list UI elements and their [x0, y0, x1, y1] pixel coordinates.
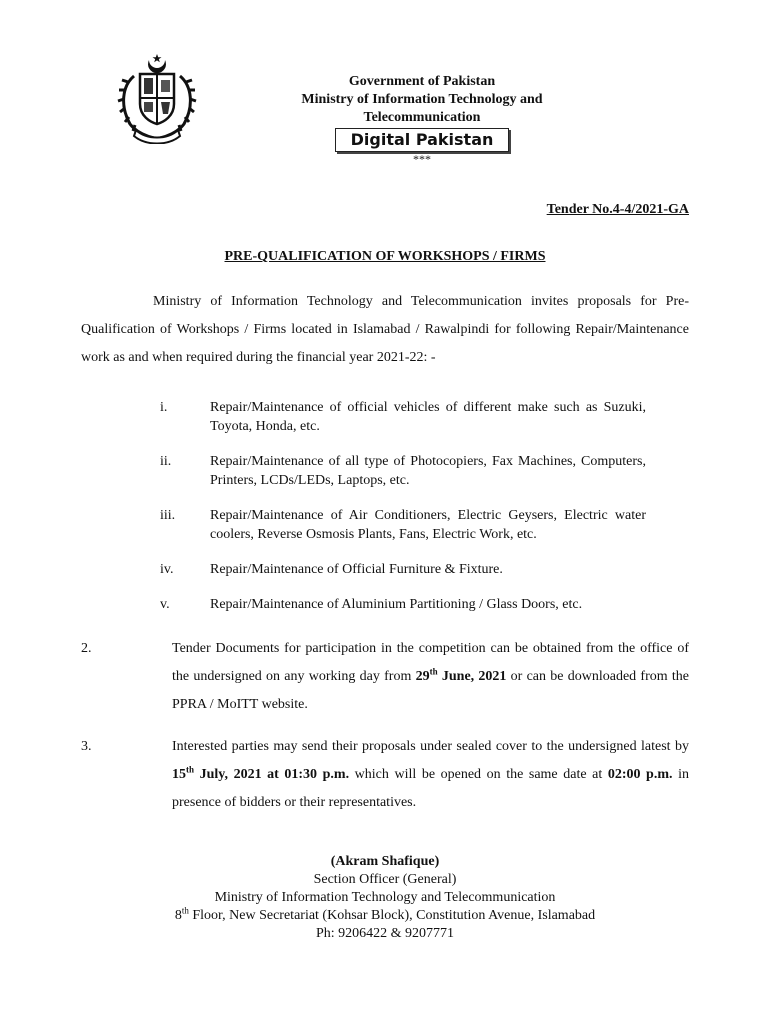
government-line: Government of Pakistan	[348, 74, 496, 89]
signature-block	[0, 853, 770, 943]
tender-number: Tender No.4-4/2021-GA	[546, 202, 689, 217]
digital-pakistan-box: Digital Pakistan	[335, 128, 509, 152]
document-title: PRE-QUALIFICATION OF WORKSHOPS / FIRMS	[224, 249, 546, 264]
intro-paragraph: Ministry of Information Technology and Telecommunication invites proposals for Pre-Qualification of Workshops / Firms located in Islamabad / Rawalpindi for following Repair/Maintenance work as and when required during the financial year 2021-22: -	[81, 294, 689, 365]
paragraph-text: Interested parties may send their proposals under sealed cover to the undersigned latest by	[172, 739, 689, 754]
item-number: iv.	[160, 562, 174, 577]
signatory-name: (Akram Shafique)	[330, 854, 440, 869]
download-date: 29th June, 2021	[415, 666, 507, 684]
paragraph-number: 3.	[81, 739, 92, 754]
letterhead	[262, 73, 582, 127]
signatory-address: 8th Floor, New Secretariat (Kohsar Block), Constitution Avenue, Islamabad	[174, 905, 596, 923]
paragraph-number: 2.	[81, 641, 92, 656]
signatory-ministry: Ministry of Information Technology and Telecommunication	[214, 890, 556, 905]
ministry-line-2: Telecommunication	[363, 110, 481, 125]
item-number: ii.	[160, 454, 172, 469]
ministry-line: Ministry of Information Technology and	[301, 92, 543, 107]
paragraph-text: or can be downloaded from the PPRA / MoITT website.	[172, 669, 689, 712]
item-text: Repair/Maintenance of all type of Photocopiers, Fax Machines, Computers, Printers, LCDs/LEDs, Laptops, etc.	[210, 454, 646, 488]
item-text: Repair/Maintenance of Aluminium Partitioning / Glass Doors, etc.	[210, 597, 583, 612]
paragraph-3	[81, 733, 689, 817]
paragraph-text: which will be opened on the same date at	[349, 767, 608, 782]
deadline-date: 15th July, 2021 at 01:30 p.m.	[172, 764, 350, 782]
paragraph-text: in presence of bidders or their representatives.	[172, 767, 689, 810]
signatory-phone: Ph: 9206422 & 9207771	[315, 926, 455, 941]
signatory-designation: Section Officer (General)	[313, 872, 457, 887]
opening-time: 02:00 p.m.	[607, 767, 673, 782]
paragraph-text: Tender Documents for participation in the competition can be obtained from the office of the undersigned on any working day from	[172, 641, 689, 684]
item-number: v.	[160, 597, 170, 612]
state-emblem-icon	[116, 54, 198, 144]
item-text: Repair/Maintenance of official vehicles of different make such as Suzuki, Toyota, Honda, etc.	[210, 400, 646, 434]
item-text: Repair/Maintenance of Air Conditioners, Electric Geysers, Electric water coolers, Reverse Osmosis Plants, Fans, Electric Work, etc.	[210, 508, 646, 542]
item-number: i.	[160, 400, 168, 415]
paragraph-2	[81, 635, 689, 719]
item-text: Repair/Maintenance of Official Furniture & Fixture.	[210, 562, 503, 577]
separator-stars: ***	[413, 152, 431, 166]
item-number: iii.	[160, 508, 176, 523]
